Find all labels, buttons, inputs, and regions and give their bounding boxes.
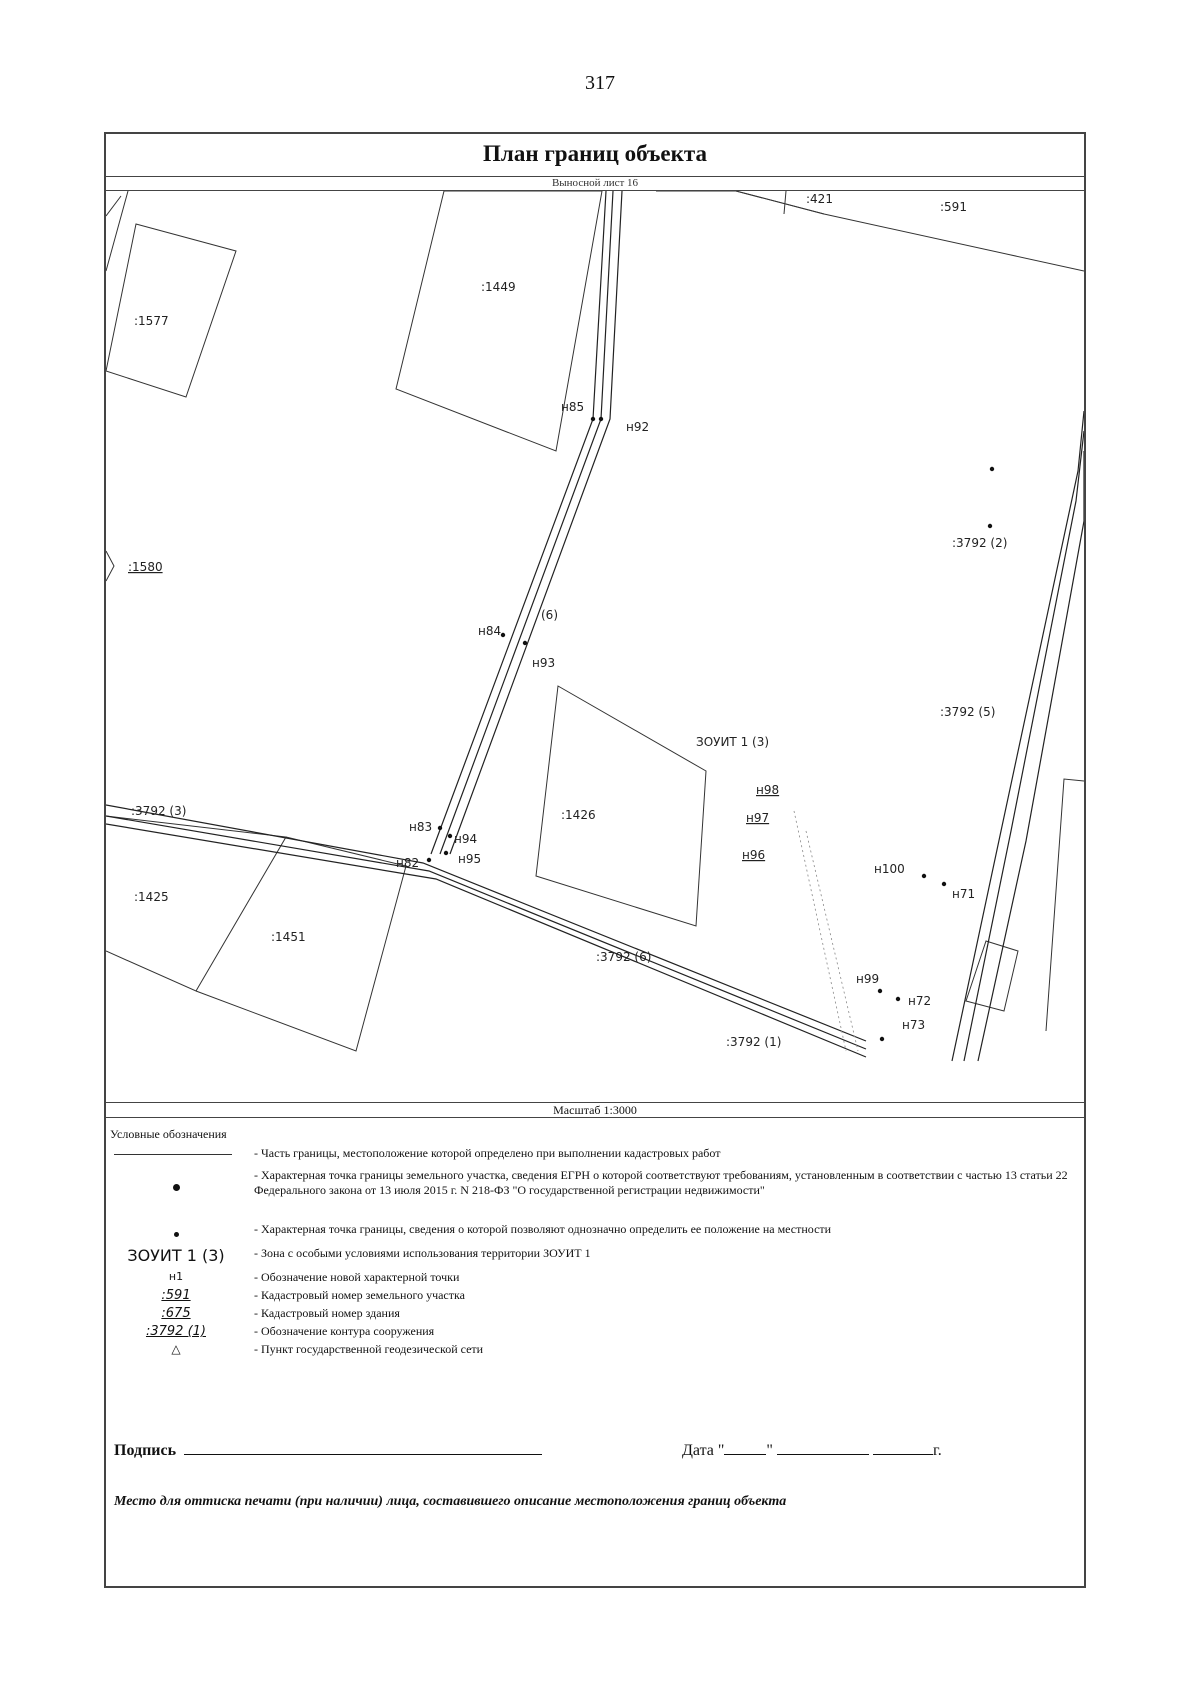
signature-row [114, 1440, 542, 1460]
signature-field[interactable] [184, 1440, 542, 1455]
legend-title: Условные обозначения [110, 1127, 227, 1141]
point-n100 [922, 874, 926, 878]
legend-building-symbol: :675 [161, 1306, 191, 1321]
point-n82 [427, 858, 431, 862]
sheet-label: Выносной лист 16 [106, 176, 1084, 191]
label-n97: н97 [746, 811, 770, 825]
point-n83 [438, 826, 442, 830]
point-n73 [880, 1037, 884, 1041]
boundary-map [106, 191, 1084, 1101]
point-n85 [591, 417, 595, 421]
legend-text: - Пункт государственной геодезической сети [254, 1342, 484, 1356]
legend-text: - Часть границы, местоположение которой определено при выполнении кадастровых работ [254, 1146, 721, 1160]
point-n92 [599, 417, 603, 421]
label-n96: н96 [742, 848, 766, 862]
label-n100: н100 [874, 862, 905, 876]
label-1426: :1426 [561, 808, 596, 822]
label-1451: :1451 [271, 930, 306, 944]
legend-small-dot-icon [106, 1226, 246, 1241]
label-n73: н73 [902, 1018, 926, 1032]
parcel-right-small [966, 941, 1018, 1011]
boundary-points [427, 417, 994, 1041]
legend-structure-symbol: :3792 (1) [145, 1324, 206, 1339]
right-corridor-outer [952, 411, 1084, 1061]
legend-zone-symbol: ЗОУИТ 1 (3) [127, 1246, 225, 1265]
label-n93: н93 [532, 656, 556, 670]
parcel-outlines [106, 191, 1084, 1051]
label-n72: н72 [908, 994, 932, 1008]
legend-new-point-symbol: н1 [168, 1270, 184, 1283]
label-n99: н99 [856, 972, 880, 986]
label-1425: :1425 [134, 890, 169, 904]
label-n85: н85 [561, 400, 585, 414]
date-row [682, 1440, 942, 1460]
label-3792-3: :3792 (3) [131, 804, 187, 818]
legend-parcel-symbol: :591 [161, 1288, 191, 1303]
zone-line-2 [806, 831, 858, 1051]
legend-text: - Характерная точка границы, сведения о которой позволяют однозначно определить ее положение на местности [254, 1222, 832, 1236]
plan-title: План границ объекта [106, 134, 1084, 177]
parcel-right-edge [1046, 779, 1084, 1031]
label-3792-5: :3792 (5) [940, 705, 996, 719]
date-month-field[interactable] [777, 1440, 869, 1455]
point-n84 [501, 633, 505, 637]
label-3792-2: :3792 (2) [952, 536, 1008, 550]
year-suffix: г. [932, 1442, 942, 1459]
label-1577: :1577 [134, 314, 169, 328]
label-421: :421 [806, 192, 833, 206]
legend-text: - Обозначение новой характерной точки [254, 1270, 460, 1284]
legend-text: - Кадастровый номер земельного участка [254, 1288, 465, 1302]
label-n84: н84 [478, 624, 502, 638]
label-n98: н98 [756, 783, 780, 797]
date-quote: " [766, 1442, 773, 1459]
label-591: :591 [940, 200, 967, 214]
parcel-421-edge [784, 191, 786, 214]
triangle-icon: △ [171, 1342, 181, 1356]
point-n94 [448, 834, 452, 838]
point-right-2 [988, 524, 992, 528]
label-n95: н95 [458, 852, 482, 866]
signature-label: Подпись [114, 1442, 177, 1459]
page-number: 317 [585, 72, 615, 94]
label-n83: н83 [409, 820, 433, 834]
label-1580: :1580 [128, 560, 163, 574]
scale-label: Масштаб 1:3000 [106, 1102, 1084, 1118]
label-3792-1: :3792 (1) [726, 1035, 782, 1049]
legend-text: - Зона с особыми условиями использования территории ЗОУИТ 1 [254, 1246, 591, 1260]
zone-dashed-lines [794, 811, 858, 1051]
point-right-1 [990, 467, 994, 471]
label-6: (6) [541, 608, 558, 622]
date-year-field[interactable] [873, 1440, 933, 1455]
legend-big-dot-icon [106, 1180, 246, 1195]
band-top-line [106, 805, 866, 1041]
corridor-right-line [450, 191, 622, 854]
label-n94: н94 [454, 832, 478, 846]
legend-text: - Характерная точка границы земельного участка, сведения ЕГРН о которой соответствуют требованиям, установленным в соответствии с частью 13 статьи 22 Федерального закона от 13 июля 2015 г. N 218-ФЗ "О государственной регистрации недвижимости" [254, 1168, 1068, 1197]
label-3792-6: :3792 (6) [596, 950, 652, 964]
parcel-edge-topleft [106, 191, 128, 271]
point-n93 [523, 641, 527, 645]
corridor-left-line [431, 191, 606, 854]
corridor-lines [106, 191, 1084, 1061]
label-n92: н92 [626, 420, 650, 434]
stamp-note: Место для оттиска печати (при наличии) лица, составившего описание местоположения границ объекта [114, 1494, 787, 1509]
date-label: Дата " [682, 1442, 725, 1459]
date-day-field[interactable] [724, 1440, 766, 1455]
parcel-1577-outline [106, 224, 236, 397]
label-n71: н71 [952, 887, 976, 901]
point-n71 [942, 882, 946, 886]
point-n72 [896, 997, 900, 1001]
parcel-591-edge [656, 191, 1084, 271]
point-n99 [878, 989, 882, 993]
legend-text: - Кадастровый номер здания [254, 1306, 400, 1320]
map-labels [128, 192, 1007, 1049]
plan-frame [104, 132, 1086, 1588]
label-n82: н82 [396, 856, 420, 870]
zone-label: ЗОУИТ 1 (3) [696, 735, 770, 749]
label-1449: :1449 [481, 280, 516, 294]
parcel-1580-edge [106, 551, 114, 581]
parcel-1426-outline [536, 686, 706, 926]
corridor-mid-line [440, 191, 613, 854]
point-n95 [444, 851, 448, 855]
legend-text: - Обозначение контура сооружения [254, 1324, 435, 1338]
